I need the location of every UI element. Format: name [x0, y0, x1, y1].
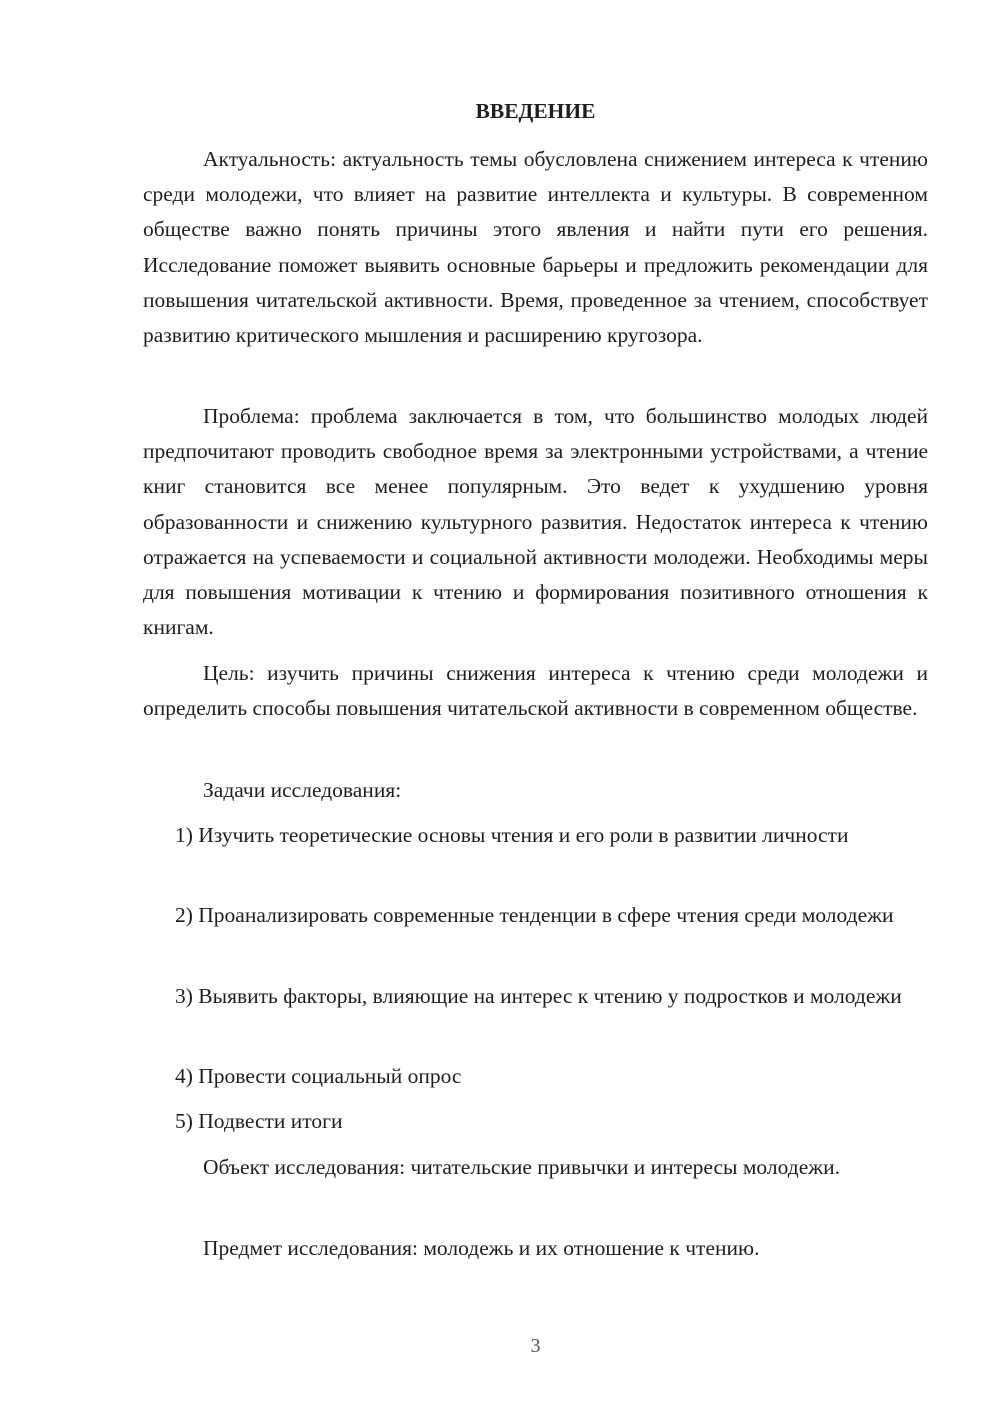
task-item-2: 2) Проанализировать современные тенденции в сфере чтения среди молодежи — [175, 903, 894, 927]
document-page — [143, 0, 928, 1414]
goal-paragraph: Цель: изучить причины снижения интереса к чтению среди молодежи и определить способы повышения читательской активности в современном обществе. — [143, 661, 928, 721]
task-item-5: 5) Подвести итоги — [175, 1109, 343, 1133]
task-item-4: 4) Провести социальный опрос — [175, 1064, 462, 1088]
subject-paragraph: Предмет исследования: молодежь и их отношение к чтению. — [203, 1236, 760, 1260]
relevance-paragraph: Актуальность: актуальность темы обусловлена снижением интереса к чтению среди молодежи, что влияет на развитие интеллекта и культуры. В современном обществе важно понять причины этого явления и найти пути его решения. Исследование поможет выявить основные барьеры и предложить рекомендации для повышения читательской активности. Время, проведенное за чтением, способствует развитию критического мышления и расширению кругозора. — [143, 147, 928, 348]
task-item-3: 3) Выявить факторы, влияющие на интерес к чтению у подростков и молодежи — [175, 984, 902, 1008]
page-number: 3 — [530, 1335, 541, 1357]
page-title: ВВЕДЕНИЕ — [475, 99, 596, 123]
problem-paragraph: Проблема: проблема заключается в том, что большинство молодых людей предпочитают проводить свободное время за электронными устройствами, а чтение книг становится все менее популярным. Это ведет к ухудшению уровня образованности и снижению культурного развития. Недостаток интереса к чтению отражается на успеваемости и социальной активности молодежи. Необходимы меры для повышения мотивации к чтению и формирования позитивного отношения к книгам. — [143, 404, 928, 640]
object-paragraph: Объект исследования: читательские привычки и интересы молодежи. — [203, 1155, 840, 1179]
task-item-1: 1) Изучить теоретические основы чтения и его роли в развитии личности — [175, 823, 849, 847]
tasks-heading: Задачи исследования: — [203, 778, 402, 802]
